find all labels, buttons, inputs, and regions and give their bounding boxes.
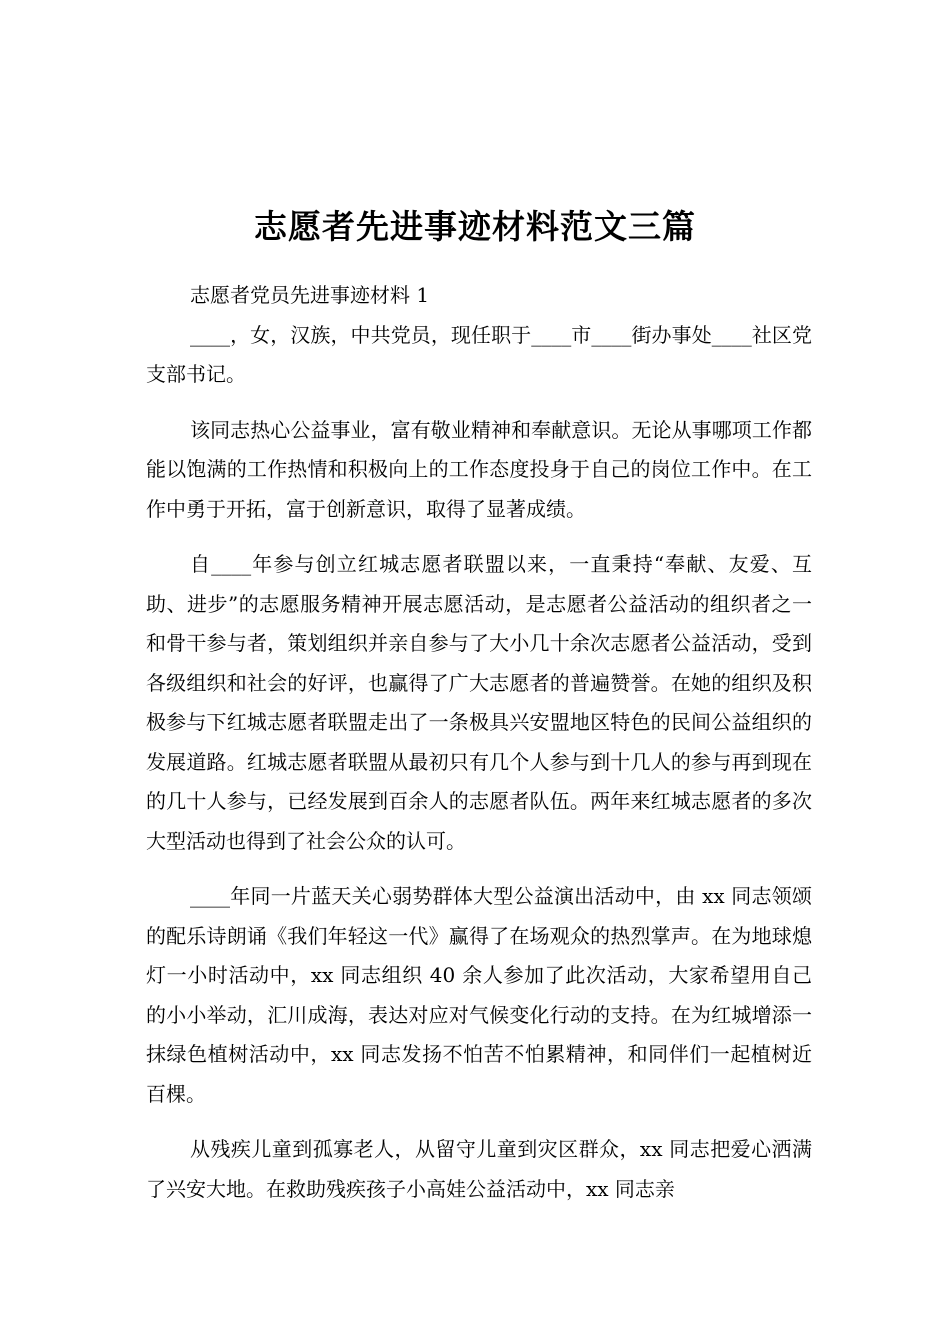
document-title: 志愿者先进事迹材料范文三篇 xyxy=(254,207,696,246)
paragraph-activities: ____年同一片蓝天关心弱势群体大型公益演出活动中，由 xx 同志领颂的配乐诗朗诵《我们年轻这一代》赢得了在场观众的热烈掌声。在为地球熄灯一小时活动中，xx 同志组织 40 余人参加了此次活动，大家希望用自己的小小举动，汇川成海，表达对应对气候变化行动的支持。在为红城增添一抹绿色植树活动中，xx 同志发扬不怕苦不怕累精神，和同伴们一起植树近百棵。 xyxy=(146,884,812,1106)
paragraph-character: 该同志热心公益事业，富有敬业精神和奉献意识。无论从事哪项工作都能以饱满的工作热情和积极向上的工作态度投身于自己的岗位工作中。在工作中勇于开拓，富于创新意识，取得了显著成绩。 xyxy=(146,417,812,521)
paragraph-league: 自____年参与创立红城志愿者联盟以来，一直秉持“奉献、友爱、互助、进步”的志愿服务精神开展志愿活动，是志愿者公益活动的组织者之一和骨干参与者，策划组织并亲自参与了大小几十余次志愿者公益活动，受到各级组织和社会的好评，也赢得了广大志愿者的普遍赞誉。在她的组织及积极参与下红城志愿者联盟走出了一条极具兴安盟地区特色的民间公益组织的发展道路。红城志愿者联盟从最初只有几个人参与到十几人的参与再到现在的几十人参与，已经发展到百余人的志愿者队伍。两年来红城志愿者的多次大型活动也得到了社会公众的认可。 xyxy=(146,552,812,853)
section-subheading: 志愿者党员先进事迹材料 1 xyxy=(190,283,430,307)
paragraph-intro: ____，女，汉族，中共党员，现任职于____市____街办事处____社区党支部书记。 xyxy=(146,322,812,386)
paragraph-care: 从残疾儿童到孤寡老人，从留守儿童到灾区群众，xx 同志把爱心洒满了兴安大地。在救助残疾孩子小高娃公益活动中，xx 同志亲 xyxy=(146,1137,812,1201)
document-body xyxy=(146,276,812,1209)
